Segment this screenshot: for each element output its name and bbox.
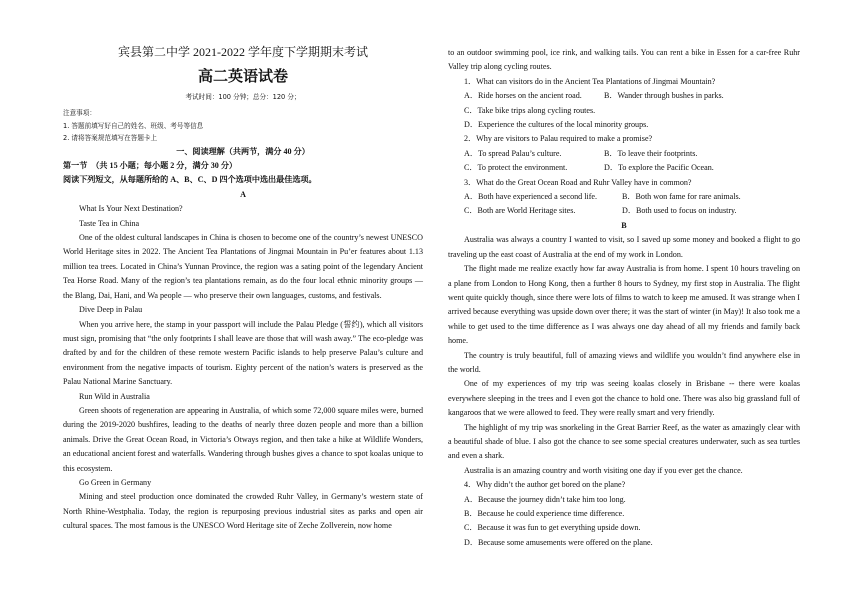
passage-a-paragraph-palau: When you arrive here, the stamp in your passport will include the Palau Pledge (誓约), which all visitors must sign, promising that “the only footprints I shall leave are those that will wash away.” The eco-pledge was drafted by and for the children of these remote western Pacific islands to help preserve Palau’s culture and environment from the negative impacts of tourism. Eighty percent of the nation’s waters is preserved as the Palau National Marine Sanctuary. xyxy=(63,319,423,387)
instruction: 阅读下列短文，从每题所给的 A、B、C、D 四个选项中选出最佳选项。 xyxy=(63,175,317,185)
exam-title: 宾县第二中学 2021-2022 学年度下学期期末考试 xyxy=(118,45,368,59)
passage-b-paragraph-5: The highlight of my trip was snorkeling in the Great Barrier Reef, as the water as amazingly clear with a beautiful shade of blue. I also got the chance to see some special creatures underwater, such as sea turtles and even a shark. xyxy=(448,422,800,461)
question-3 xyxy=(448,176,800,219)
option-b: B．Because he could experience time difference. xyxy=(464,509,625,518)
question-stem: 3．What do the Great Ocean Road and Ruhr Valley have in common? xyxy=(464,177,692,187)
option-d: D．To explore the Pacific Ocean. xyxy=(604,163,714,173)
option-c: C．Take bike trips along cycling routes. xyxy=(464,105,596,115)
question-1 xyxy=(448,75,800,133)
passage-a-title: What Is Your Next Destination? xyxy=(79,204,183,214)
passage-b-paragraph-1: Australia was always a country I wanted to visit, so I saved up some money and booked a flight to go traveling up the east coast of Australia at the end of my work in London. xyxy=(448,235,800,259)
option-a: A．Both have experienced a second life. xyxy=(464,192,598,202)
option-b: B．To leave their footprints. xyxy=(604,148,698,158)
question-stem: 4．Why didn’t the author get bored on the plane? xyxy=(464,480,626,490)
option-d: D．Both used to focus on industry. xyxy=(622,206,737,216)
passage-a-heading-palau: Dive Deep in Palau xyxy=(79,305,143,315)
question-stem: 1．What can visitors do in the Ancient Tea Plantations of Jingmai Mountain? xyxy=(464,76,716,86)
question-stem: 2．Why are visitors to Palau required to make a promise? xyxy=(464,134,653,144)
option-d: D．Because some amusements were offered on the plane. xyxy=(464,537,653,547)
exam-info: 考试时间：100 分钟；总分：120 分； xyxy=(185,93,301,101)
passage-b-paragraph-6: Australia is an amazing country and worth visiting one day if you ever get the chance. xyxy=(464,465,743,475)
passage-a-paragraph-germany: Mining and steel production once dominated the crowded Ruhr Valley, in Germany’s western state of North Rhine-Westphalia. Today, the region is repurposing previous industrial sites as parks and open air cultural spaces. The most famous is the UNESCO Word Heritage site of Zeche Zollverein, now home xyxy=(63,492,423,531)
passage-a-heading-germany: Go Green in Germany xyxy=(79,477,152,487)
left-column xyxy=(63,0,423,534)
option-b: B．Wander through bushes in parks. xyxy=(604,91,724,101)
part-heading: 第一节 （共 15 小题；每小题 2 分，满分 30 分） xyxy=(63,161,238,171)
passage-a-paragraph-china: One of the oldest cultural landscapes in China is chosen to become one of the country’s newest UNESCO World Heritage sites in 2022. The Ancient Tea Plantations of Jingmai Mountain in Pu’er features about 1.13 million tea trees. Located in China’s Yunnan Province, the region was a sating point of the legendary Ancient Tea Horse Road. Many of the region’s tea plantations remain, as do the four local ethnic minority groups — the Blang, Dai, Hani, and Wa people — who preserve their own languages, customs, and festivals. xyxy=(63,233,423,300)
passage-b-paragraph-2: The flight made me realize exactly how far away Australia is from home. I spent 10 hours traveling on a plane from London to Hong Kong, then a further 8 hours to Sydney, my first stop in Australia. The flight went quite quickly though, since there were lots of films to watch to keep me amused. It was strange when I arrived because everything was upside down over there; it was the start of winter (in May)! It also took me a while to get used to the time difference as I was always one day ahead of all my friends and family back home. xyxy=(448,264,800,346)
option-d: D．Experience the cultures of the local minority groups. xyxy=(464,120,649,130)
passage-a-label: A xyxy=(240,189,246,199)
notice-item-2: 2. 请将答案规范填写在答题卡上 xyxy=(63,134,158,143)
passage-b-paragraph-3: The country is truly beautiful, full of amazing views and wildlife you wouldn’t find anywhere else in the world. xyxy=(448,350,800,374)
passage-a-heading-china: Taste Tea in China xyxy=(79,218,140,228)
question-2 xyxy=(448,132,800,175)
passage-a-heading-australia: Run Wild in Australia xyxy=(79,391,150,401)
passage-a-paragraph-germany-cont: to an outdoor swimming pool, ice rink, and walking tails. You can rent a bike in Essen for a car-free Ruhr Valley trip along cycling routes. xyxy=(448,48,800,72)
question-4 xyxy=(448,478,800,550)
right-column xyxy=(448,46,800,550)
option-b: B．Both won fame for rare animals. xyxy=(622,192,741,202)
passage-a-paragraph-australia: Green shoots of regeneration are appearing in Australia, of which some 72,000 square miles were, burned during the 2019-2020 bushfires, leading to the deaths of nearly three dozen people and more than a billion animals. Drive the Great Ocean Road, in Victoria’s Otways region, and then take a hike at Wildlife Wonders, an educational ancient forest and waterfalls. Wandering through bushes gives a chance to spot koalas unique to this ecosystem. xyxy=(63,405,423,473)
notice-title: 注意事项： xyxy=(63,109,96,118)
option-c: C．Both are World Heritage sites. xyxy=(464,206,576,216)
passage-b-paragraph-4: One of my experiences of my trip was seeing koalas closely in Brisbane -- there were koalas everywhere sleeping in the trees and I even got the chance to hold one. There was also big grassland full of kangaroos that we were allowed to feed. They were really smart and very friendly. xyxy=(448,379,800,418)
option-a: A．Because the journey didn’t take him too long. xyxy=(464,494,626,504)
option-a: A．To spread Palau’s culture. xyxy=(464,148,562,158)
exam-subtitle: 高二英语试卷 xyxy=(197,69,288,85)
option-c: C．To protect the environment. xyxy=(464,163,568,173)
passage-b-label: B xyxy=(621,220,627,230)
section-heading: 一、阅读理解（共两节，满分 40 分） xyxy=(176,146,310,156)
option-c: C．Because it was fun to get everything upside down. xyxy=(464,523,641,533)
option-a: A．Ride horses on the ancient road. xyxy=(464,91,582,101)
notice-item-1: 1. 答题前填写好自己的姓名、班级、考号等信息 xyxy=(63,121,204,130)
